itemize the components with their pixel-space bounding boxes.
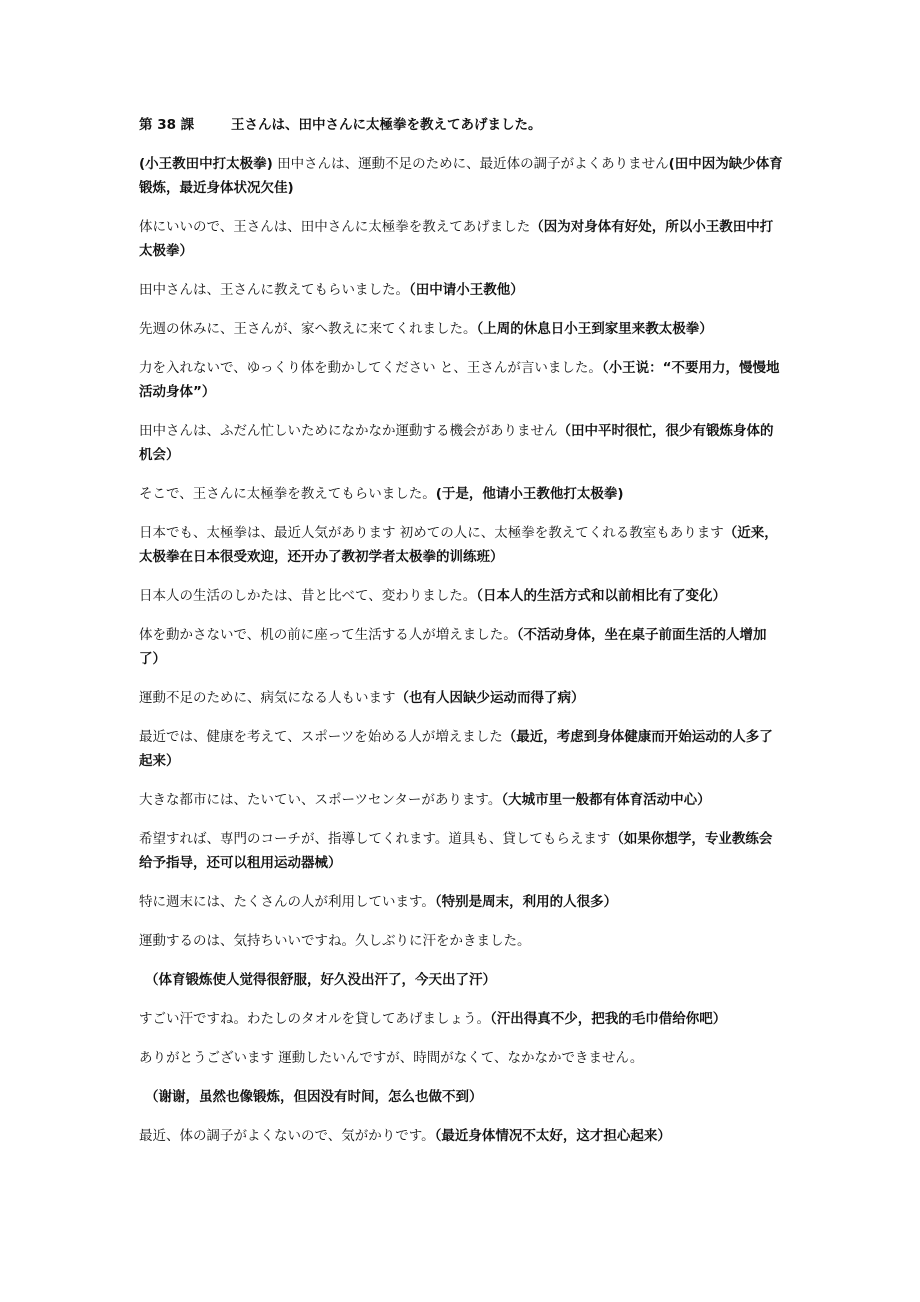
lesson-title	[139, 113, 784, 137]
paragraph-zh: （大城市里一般都有体育活动中心）	[501, 792, 711, 808]
paragraph	[139, 1007, 784, 1031]
paragraph	[139, 725, 784, 773]
paragraph	[139, 356, 784, 404]
paragraph-zh: (于是，他请小王教他打太极拳)	[435, 486, 624, 502]
paragraph-jp: 体を動かさないで、机の前に座って生活する人が増えました。	[139, 627, 517, 643]
paragraph	[139, 584, 784, 608]
paragraph	[139, 215, 784, 263]
paragraph	[139, 1124, 784, 1148]
paragraph-jp: 先週の休みに、王さんが、家へ教えに来てくれました。	[139, 321, 477, 337]
paragraph	[139, 317, 784, 341]
paragraph-jp: 最近、体の調子がよくないので、気がかりです。	[139, 1128, 435, 1144]
paragraph-jp: 田中さんは、王さんに教えてもらいました。	[139, 282, 409, 298]
paragraph-zh: （日本人的生活方式和以前相比有了变化）	[476, 588, 726, 604]
paragraph-jp: 運動するのは、気持ちいいですね。久しぶりに汗をかきました。	[139, 933, 531, 949]
paragraph-jp: 日本でも、太極拳は、最近人気があります 初めての人に、太極拳を教えてくれる教室もあります	[139, 525, 724, 541]
paragraph	[139, 686, 784, 710]
document-page	[139, 113, 784, 1163]
paragraph-jp: 田中さんは、運動不足のために、最近体の調子がよくありません	[272, 156, 669, 172]
paragraph-zh: （最近，考虑到身体健康而开始运动的人多了起来）	[139, 729, 773, 769]
paragraph	[139, 1046, 784, 1070]
paragraph-jp: 力を入れないで、ゆっくり体を動かしてください と、王さんが言いました。	[139, 360, 602, 376]
paragraph-jp: 運動不足のために、病気になる人もいます	[139, 690, 396, 706]
paragraph	[139, 788, 784, 812]
paragraph-jp: 田中さんは、ふだん忙しいためになかなか運動する機会がありません	[139, 423, 558, 439]
paragraph	[139, 929, 784, 953]
lesson-number: 第 38 課	[139, 117, 195, 133]
paragraph-zh: （田中平时很忙，很少有锻炼身体的机会）	[139, 423, 774, 463]
paragraph-zh: （因为对身体有好处，所以小王教田中打太极拳）	[139, 219, 774, 259]
paragraph-jp: 大きな都市には、たいてい、スポーツセンターがあります。	[139, 792, 502, 808]
paragraph-zh: （汗出得真不少，把我的毛巾借给你吧）	[490, 1011, 727, 1027]
paragraph	[139, 1085, 784, 1109]
paragraph-zh: （特别是周末，利用的人很多）	[434, 894, 618, 910]
paragraph-zh: （田中请小王教他）	[409, 282, 524, 298]
paragraph	[139, 482, 784, 506]
paragraph-zh: （最近身体情况不太好，这才担心起来）	[434, 1128, 671, 1144]
paragraph-zh-lead: (小王教田中打太极拳)	[139, 156, 273, 172]
paragraph-jp: 体にいいので、王さんは、田中さんに太極拳を教えてあげました	[139, 219, 531, 235]
paragraph-jp: 日本人の生活のしかたは、昔と比べて、変わりました。	[139, 588, 477, 604]
paragraph-jp: 希望すれば、専門のコーチが、指導してくれます。道具も、貸してもらえます	[139, 831, 611, 847]
paragraph-zh-lead: （谢谢，虽然也像锻炼，但因没有时间，怎么也做不到）	[145, 1089, 483, 1105]
paragraph	[139, 968, 784, 992]
paragraph	[139, 419, 784, 467]
paragraph-zh-lead: （体育锻炼使人觉得很舒服，好久没出汗了，今天出了汗）	[145, 972, 496, 988]
paragraph-zh: （也有人因缺少运动而得了病）	[395, 690, 585, 706]
paragraph-jp: すごい汗ですね。わたしのタオルを貸してあげましょう。	[139, 1011, 490, 1027]
paragraph	[139, 827, 784, 875]
paragraph	[139, 521, 784, 569]
paragraph-zh: （近来，太极拳在日本很受欢迎，还开办了教初学者太极拳的训练班）	[139, 525, 778, 565]
paragraph	[139, 278, 784, 302]
lesson-heading: 王さんは、田中さんに太極拳を教えてあげました。	[231, 117, 542, 133]
paragraph-jp: 最近では、健康を考えて、スポーツを始める人が増えました	[139, 729, 503, 745]
paragraph-jp: ありがとうございます 運動したいんですが、時間がなくて、なかなかできません。	[139, 1050, 644, 1066]
paragraph-jp: そこで、王さんに太極拳を教えてもらいました。	[139, 486, 436, 502]
paragraph	[139, 890, 784, 914]
paragraph-jp: 特に週末には、たくさんの人が利用しています。	[139, 894, 435, 910]
paragraph	[139, 623, 784, 671]
paragraph-zh: （上周的休息日小王到家里来教太极拳）	[476, 321, 713, 337]
paragraph	[139, 152, 784, 200]
paragraph-zh: (田中因为缺少体育锻炼，最近身体状况欠佳)	[139, 156, 783, 196]
paragraph-zh: （如果你想学，专业教练会给予指导，还可以租用运动器械）	[139, 831, 773, 871]
paragraph-zh: （小王说：“不要用力，慢慢地活动身体”）	[139, 360, 780, 400]
paragraph-zh: （不活动身体，坐在桌子前面生活的人增加了）	[139, 627, 767, 667]
